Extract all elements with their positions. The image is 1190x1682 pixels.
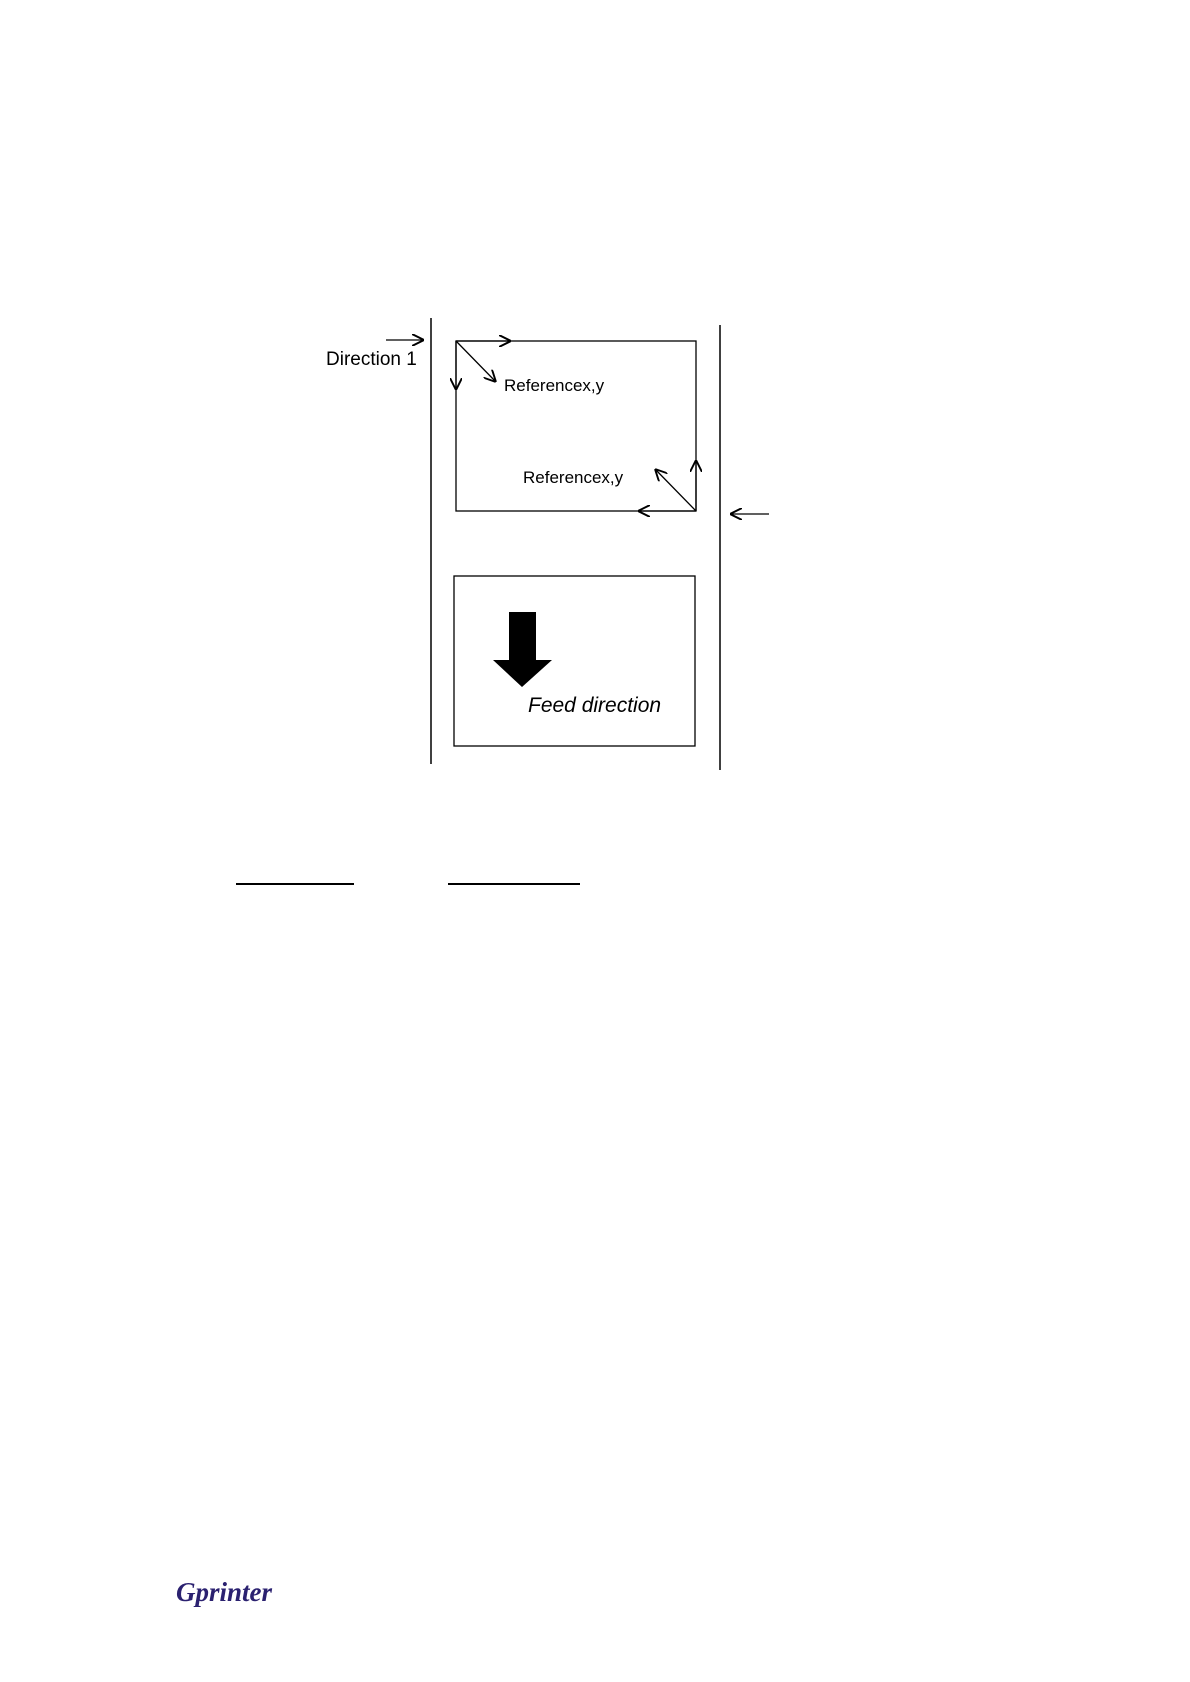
direction-1-label: Direction 1 <box>326 349 417 370</box>
gprinter-logo: Gprinter <box>176 1577 273 1607</box>
feed-direction-arrow-icon <box>493 612 552 687</box>
reference-xy-top-label: Referencex,y <box>504 376 605 395</box>
feed-direction-label: Feed direction <box>528 694 662 717</box>
reference-xy-bottom-label: Referencex,y <box>523 468 624 487</box>
label-rectangle-bottom <box>454 576 695 746</box>
top-diagonal-arrow <box>456 341 496 382</box>
bottom-diagonal-arrow <box>655 469 696 511</box>
